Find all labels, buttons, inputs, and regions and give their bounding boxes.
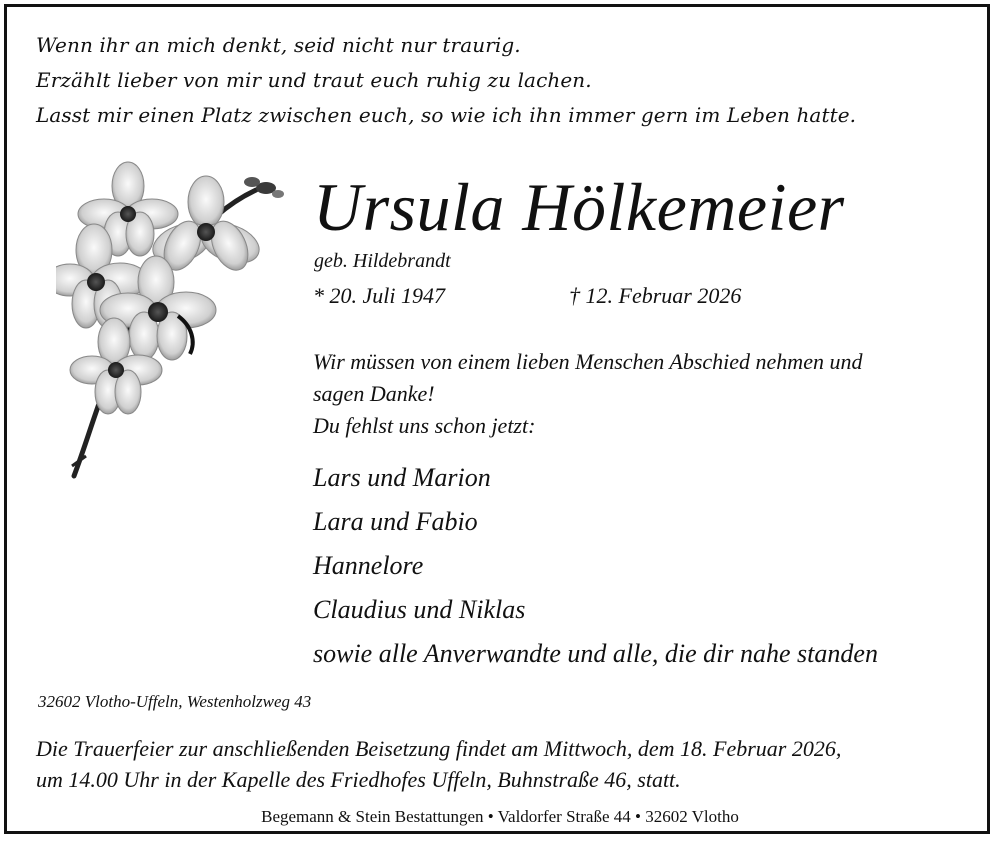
life-dates <box>313 282 963 310</box>
birth-date: * 20. Juli 1947 <box>313 283 445 308</box>
mourner-entry: sowie alle Anverwandte und alle, die dir nahe standen <box>313 639 878 668</box>
funeral-home-footer: Begemann & Stein Bestattungen • Valdorfer Straße 44 • 32602 Vlotho <box>261 807 739 826</box>
message-line: Du fehlst uns schon jetzt: <box>313 413 536 438</box>
birth-name: geb. Hildebrandt <box>314 250 451 272</box>
poem-line: Erzählt lieber von mir und traut euch ruhig zu lachen. <box>36 68 592 92</box>
death-date: † 12. Februar 2026 <box>569 283 742 308</box>
service-line: um 14.00 Uhr in der Kapelle des Friedhofes Uffeln, Buhnstraße 46, statt. <box>36 767 681 792</box>
orchid-icon <box>56 154 296 514</box>
mourner-entry: Lara und Fabio <box>313 507 478 536</box>
poem <box>36 28 936 133</box>
mourners-list <box>313 456 983 676</box>
family-address: 32602 Vlotho-Uffeln, Westenholzweg 43 <box>38 692 312 711</box>
poem-line: Lasst mir einen Platz zwischen euch, so wie ich ihn immer gern im Leben hatte. <box>36 103 857 127</box>
mourner-entry: Claudius und Niklas <box>313 595 526 624</box>
service-line: Die Trauerfeier zur anschließenden Beisetzung findet am Mittwoch, dem 18. Februar 2026, <box>36 736 842 761</box>
mourner-entry: Hannelore <box>313 551 424 580</box>
message-line: sagen Danke! <box>313 381 435 406</box>
message-line: Wir müssen von einem lieben Menschen Abschied nehmen und <box>313 349 863 374</box>
mourner-entry: Lars und Marion <box>313 463 491 492</box>
service-details <box>36 733 976 795</box>
deceased-name: Ursula Hölkemeier <box>313 169 845 245</box>
farewell-message <box>313 346 973 442</box>
poem-line: Wenn ihr an mich denkt, seid nicht nur traurig. <box>36 33 521 57</box>
